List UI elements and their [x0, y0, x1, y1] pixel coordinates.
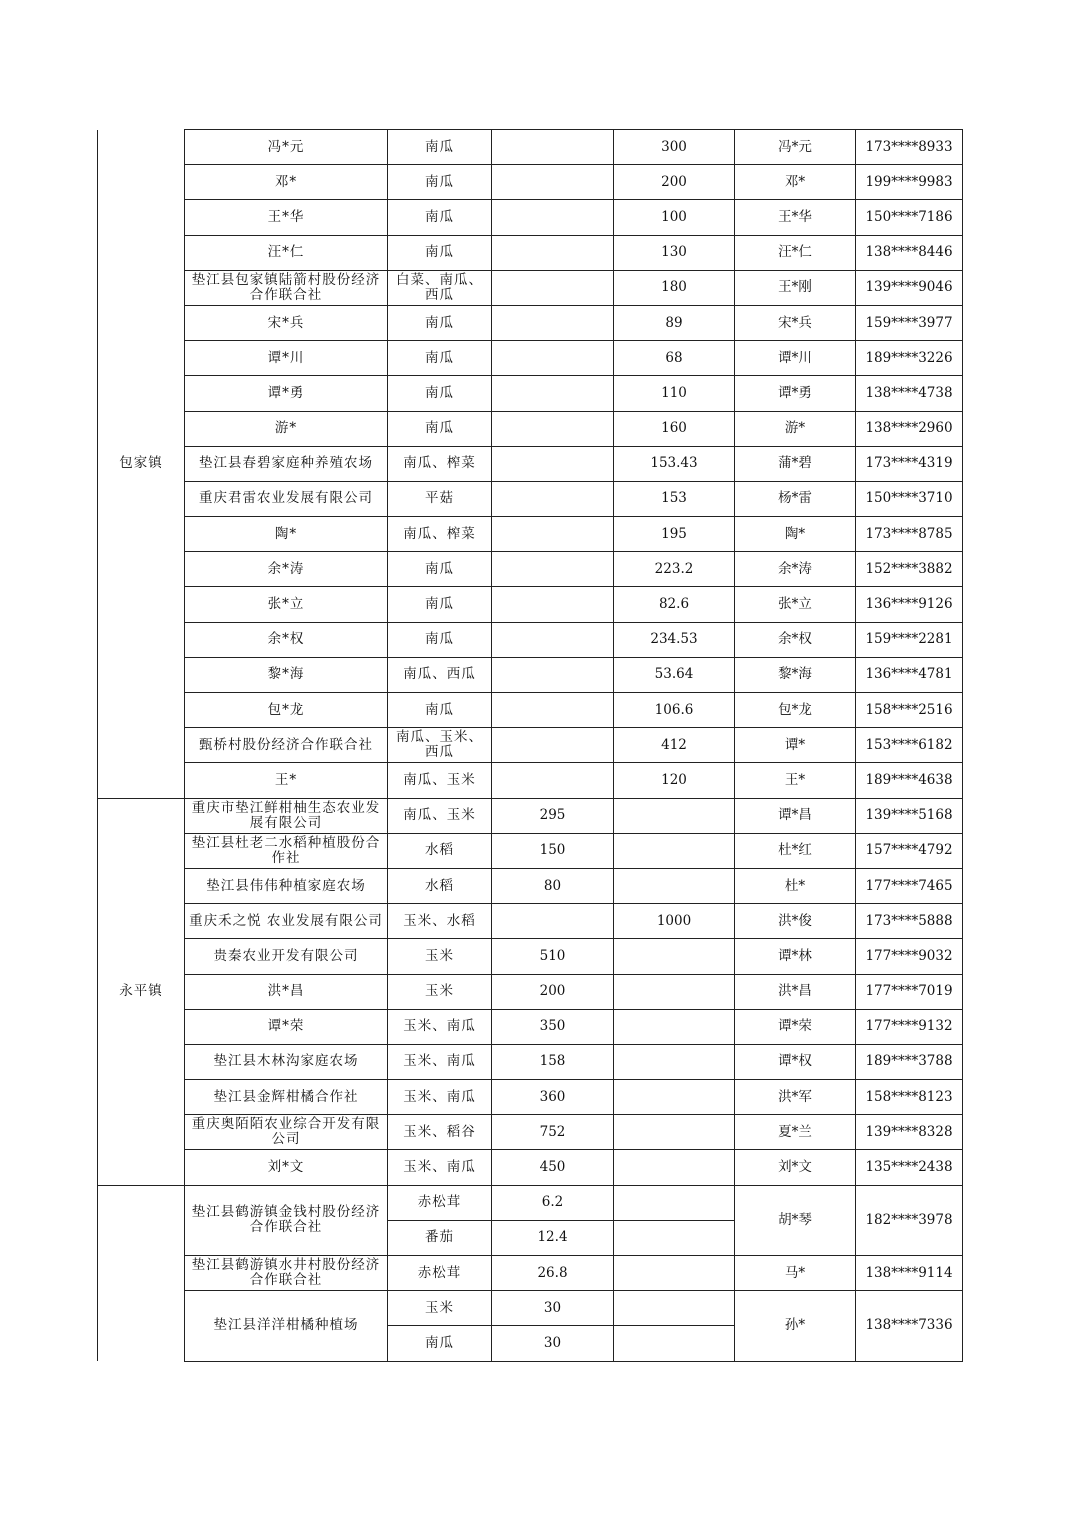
crop-cell: 南瓜 [388, 376, 492, 411]
contact-cell: 夏*兰 [735, 1115, 856, 1150]
table-row [98, 200, 963, 235]
table-row [98, 305, 963, 340]
phone-cell: 138****8446 [856, 235, 963, 270]
crop-cell: 南瓜 [388, 622, 492, 657]
table-row [98, 235, 963, 270]
value-cell: 180 [614, 270, 735, 305]
crop-cell: 南瓜 [388, 305, 492, 340]
crop-cell: 南瓜、榨菜 [388, 446, 492, 481]
phone-cell: 152****3882 [856, 552, 963, 587]
table-row [98, 693, 963, 728]
crop-cell: 玉米、稻谷 [388, 1115, 492, 1150]
table-row [98, 1185, 963, 1220]
value-cell: 200 [492, 974, 614, 1009]
crop-cell: 南瓜 [388, 130, 492, 165]
value-cell: 12.4 [492, 1220, 614, 1255]
value-cell: 89 [614, 305, 735, 340]
entity-name-cell: 洪*昌 [185, 974, 388, 1009]
contact-cell: 杜* [735, 868, 856, 903]
phone-cell: 189****3788 [856, 1044, 963, 1079]
entity-name-cell: 垫江县包家镇陆箭村股份经济合作联合社 [185, 270, 388, 305]
value-cell [492, 341, 614, 376]
phone-cell: 173****8785 [856, 517, 963, 552]
contact-cell: 谭*勇 [735, 376, 856, 411]
contact-cell: 杜*红 [735, 833, 856, 868]
phone-cell: 138****9114 [856, 1256, 963, 1291]
table-row [98, 728, 963, 763]
entity-name-cell: 甄桥村股份经济合作联合社 [185, 728, 388, 763]
value-cell [492, 130, 614, 165]
table-row [98, 1115, 963, 1150]
value-cell: 450 [492, 1150, 614, 1185]
phone-cell: 138****2960 [856, 411, 963, 446]
table-row [98, 798, 963, 833]
entity-name-cell: 垫江县春碧家庭种养殖农场 [185, 446, 388, 481]
entity-name-cell: 黎*海 [185, 657, 388, 692]
value-cell: 510 [492, 939, 614, 974]
value-cell [614, 1115, 735, 1150]
crop-cell: 南瓜、玉米、西瓜 [388, 728, 492, 763]
crop-cell: 南瓜、玉米 [388, 798, 492, 833]
phone-cell: 159****2281 [856, 622, 963, 657]
value-cell [492, 165, 614, 200]
crop-cell: 白菜、南瓜、西瓜 [388, 270, 492, 305]
value-cell: 153 [614, 481, 735, 516]
crop-cell: 玉米、水稻 [388, 904, 492, 939]
table-row [98, 833, 963, 868]
crop-cell: 南瓜 [388, 341, 492, 376]
phone-cell: 189****3226 [856, 341, 963, 376]
contact-cell: 马* [735, 1256, 856, 1291]
phone-cell: 177****7465 [856, 868, 963, 903]
crop-cell: 南瓜 [388, 1326, 492, 1361]
value-cell: 110 [614, 376, 735, 411]
entity-name-cell: 重庆禾之悦 农业发展有限公司 [185, 904, 388, 939]
table-row [98, 657, 963, 692]
value-cell: 153.43 [614, 446, 735, 481]
crop-cell: 平菇 [388, 481, 492, 516]
table-row [98, 587, 963, 622]
table-row [98, 165, 963, 200]
value-cell [614, 1220, 735, 1255]
phone-cell: 135****2438 [856, 1150, 963, 1185]
phone-cell: 136****4781 [856, 657, 963, 692]
phone-cell: 173****4319 [856, 446, 963, 481]
value-cell [614, 1009, 735, 1044]
value-cell [492, 200, 614, 235]
crop-cell: 南瓜 [388, 411, 492, 446]
table-row [98, 1080, 963, 1115]
crop-cell: 南瓜 [388, 235, 492, 270]
contact-cell: 王*刚 [735, 270, 856, 305]
value-cell: 120 [614, 763, 735, 798]
entity-name-cell: 余*权 [185, 622, 388, 657]
value-cell [492, 446, 614, 481]
phone-cell: 139****9046 [856, 270, 963, 305]
contact-cell: 谭*川 [735, 341, 856, 376]
phone-cell: 136****9126 [856, 587, 963, 622]
phone-cell: 177****9132 [856, 1009, 963, 1044]
entity-name-cell: 重庆奥陌陌农业综合开发有限公司 [185, 1115, 388, 1150]
table-row [98, 1256, 963, 1291]
contact-cell: 黎*海 [735, 657, 856, 692]
value-cell: 53.64 [614, 657, 735, 692]
table-row [98, 904, 963, 939]
table-row [98, 270, 963, 305]
entity-name-cell: 余*涛 [185, 552, 388, 587]
contact-cell: 蒲*碧 [735, 446, 856, 481]
data-table [97, 129, 963, 1362]
value-cell: 130 [614, 235, 735, 270]
contact-cell: 汪*仁 [735, 235, 856, 270]
entity-name-cell: 汪*仁 [185, 235, 388, 270]
crop-cell: 玉米、南瓜 [388, 1080, 492, 1115]
crop-cell: 南瓜、西瓜 [388, 657, 492, 692]
phone-cell: 150****7186 [856, 200, 963, 235]
entity-name-cell: 垫江县鹤游镇水井村股份经济合作联合社 [185, 1256, 388, 1291]
table-row [98, 622, 963, 657]
value-cell: 295 [492, 798, 614, 833]
entity-name-cell: 游* [185, 411, 388, 446]
contact-cell: 谭*林 [735, 939, 856, 974]
value-cell: 80 [492, 868, 614, 903]
table-row [98, 974, 963, 1009]
entity-name-cell: 垫江县伟伟种植家庭农场 [185, 868, 388, 903]
value-cell [492, 376, 614, 411]
phone-cell: 150****3710 [856, 481, 963, 516]
phone-cell: 158****2516 [856, 693, 963, 728]
entity-name-cell: 垫江县杜老二水稻种植股份合作社 [185, 833, 388, 868]
value-cell: 412 [614, 728, 735, 763]
contact-cell: 谭*昌 [735, 798, 856, 833]
value-cell: 106.6 [614, 693, 735, 728]
value-cell: 752 [492, 1115, 614, 1150]
contact-cell: 冯*元 [735, 130, 856, 165]
entity-name-cell: 刘*文 [185, 1150, 388, 1185]
contact-cell: 余*涛 [735, 552, 856, 587]
table-row [98, 1044, 963, 1079]
crop-cell: 赤松茸 [388, 1185, 492, 1220]
crop-cell: 玉米 [388, 974, 492, 1009]
crop-cell: 南瓜 [388, 552, 492, 587]
value-cell: 300 [614, 130, 735, 165]
contact-cell: 陶* [735, 517, 856, 552]
crop-cell: 水稻 [388, 868, 492, 903]
table-row [98, 130, 963, 165]
table-row [98, 411, 963, 446]
phone-cell: 139****5168 [856, 798, 963, 833]
crop-cell: 玉米 [388, 939, 492, 974]
crop-cell: 玉米、南瓜 [388, 1044, 492, 1079]
value-cell [492, 552, 614, 587]
value-cell [492, 622, 614, 657]
value-cell [492, 657, 614, 692]
phone-cell: 158****8123 [856, 1080, 963, 1115]
entity-name-cell: 冯*元 [185, 130, 388, 165]
value-cell: 150 [492, 833, 614, 868]
phone-cell: 138****7336 [856, 1291, 963, 1361]
crop-cell: 南瓜 [388, 200, 492, 235]
value-cell: 160 [614, 411, 735, 446]
value-cell [492, 270, 614, 305]
crop-cell: 南瓜 [388, 165, 492, 200]
value-cell [492, 763, 614, 798]
contact-cell: 王* [735, 763, 856, 798]
entity-name-cell: 包*龙 [185, 693, 388, 728]
value-cell: 82.6 [614, 587, 735, 622]
value-cell: 26.8 [492, 1256, 614, 1291]
town-cell: 包家镇 [98, 130, 185, 799]
entity-name-cell: 张*立 [185, 587, 388, 622]
contact-cell: 张*立 [735, 587, 856, 622]
value-cell: 350 [492, 1009, 614, 1044]
value-cell: 223.2 [614, 552, 735, 587]
value-cell: 1000 [614, 904, 735, 939]
contact-cell: 宋*兵 [735, 305, 856, 340]
entity-name-cell: 宋*兵 [185, 305, 388, 340]
crop-cell: 南瓜 [388, 587, 492, 622]
value-cell: 30 [492, 1326, 614, 1361]
table-row [98, 552, 963, 587]
contact-cell: 谭*荣 [735, 1009, 856, 1044]
phone-cell: 157****4792 [856, 833, 963, 868]
crop-cell: 玉米、南瓜 [388, 1009, 492, 1044]
value-cell [614, 1044, 735, 1079]
entity-name-cell: 重庆君雷农业发展有限公司 [185, 481, 388, 516]
crop-cell: 南瓜、榨菜 [388, 517, 492, 552]
entity-name-cell: 谭*川 [185, 341, 388, 376]
contact-cell: 游* [735, 411, 856, 446]
contact-cell: 孙* [735, 1291, 856, 1361]
value-cell: 68 [614, 341, 735, 376]
crop-cell: 玉米 [388, 1291, 492, 1326]
entity-name-cell: 垫江县洋洋柑橘种植场 [185, 1291, 388, 1361]
value-cell [492, 305, 614, 340]
value-cell [614, 1256, 735, 1291]
value-cell [492, 728, 614, 763]
contact-cell: 刘*文 [735, 1150, 856, 1185]
phone-cell: 199****9983 [856, 165, 963, 200]
value-cell: 158 [492, 1044, 614, 1079]
crop-cell: 南瓜、玉米 [388, 763, 492, 798]
phone-cell: 182****3978 [856, 1185, 963, 1255]
entity-name-cell: 重庆市垫江鲜柑柚生态农业发展有限公司 [185, 798, 388, 833]
table-row [98, 1009, 963, 1044]
town-cell: 永平镇 [98, 798, 185, 1185]
crop-cell: 番茄 [388, 1220, 492, 1255]
value-cell [614, 1291, 735, 1326]
value-cell [492, 693, 614, 728]
table-row [98, 763, 963, 798]
entity-name-cell: 陶* [185, 517, 388, 552]
table-row [98, 1291, 963, 1326]
phone-cell: 159****3977 [856, 305, 963, 340]
contact-cell: 谭* [735, 728, 856, 763]
contact-cell: 邓* [735, 165, 856, 200]
crop-cell: 水稻 [388, 833, 492, 868]
table-row [98, 517, 963, 552]
phone-cell: 173****5888 [856, 904, 963, 939]
table-row [98, 446, 963, 481]
entity-name-cell: 垫江县金辉柑橘合作社 [185, 1080, 388, 1115]
entity-name-cell: 垫江县鹤游镇金钱村股份经济合作联合社 [185, 1185, 388, 1255]
contact-cell: 洪*昌 [735, 974, 856, 1009]
phone-cell: 138****4738 [856, 376, 963, 411]
value-cell [492, 411, 614, 446]
town-cell [98, 1185, 185, 1361]
phone-cell: 139****8328 [856, 1115, 963, 1150]
value-cell [492, 235, 614, 270]
value-cell [614, 868, 735, 903]
contact-cell: 余*权 [735, 622, 856, 657]
contact-cell: 谭*权 [735, 1044, 856, 1079]
entity-name-cell: 谭*勇 [185, 376, 388, 411]
phone-cell: 177****9032 [856, 939, 963, 974]
value-cell [614, 798, 735, 833]
value-cell: 30 [492, 1291, 614, 1326]
crop-cell: 赤松茸 [388, 1256, 492, 1291]
value-cell: 360 [492, 1080, 614, 1115]
entity-name-cell: 王* [185, 763, 388, 798]
crop-cell: 玉米、南瓜 [388, 1150, 492, 1185]
contact-cell: 包*龙 [735, 693, 856, 728]
value-cell [492, 517, 614, 552]
table-row [98, 939, 963, 974]
entity-name-cell: 垫江县木林沟家庭农场 [185, 1044, 388, 1079]
entity-name-cell: 王*华 [185, 200, 388, 235]
phone-cell: 177****7019 [856, 974, 963, 1009]
contact-cell: 王*华 [735, 200, 856, 235]
value-cell [614, 1326, 735, 1361]
value-cell: 100 [614, 200, 735, 235]
value-cell [614, 833, 735, 868]
entity-name-cell: 贵秦农业开发有限公司 [185, 939, 388, 974]
value-cell [614, 939, 735, 974]
phone-cell: 189****4638 [856, 763, 963, 798]
value-cell [614, 974, 735, 1009]
value-cell: 195 [614, 517, 735, 552]
entity-name-cell: 谭*荣 [185, 1009, 388, 1044]
entity-name-cell: 邓* [185, 165, 388, 200]
table-row [98, 376, 963, 411]
phone-cell: 153****6182 [856, 728, 963, 763]
table-row [98, 1150, 963, 1185]
value-cell: 200 [614, 165, 735, 200]
table-row [98, 868, 963, 903]
phone-cell: 173****8933 [856, 130, 963, 165]
value-cell [492, 904, 614, 939]
contact-cell: 杨*雷 [735, 481, 856, 516]
contact-cell: 洪*俊 [735, 904, 856, 939]
value-cell [614, 1080, 735, 1115]
value-cell [492, 481, 614, 516]
table-row [98, 341, 963, 376]
crop-cell: 南瓜 [388, 693, 492, 728]
contact-cell: 洪*军 [735, 1080, 856, 1115]
contact-cell: 胡*琴 [735, 1185, 856, 1255]
value-cell [492, 587, 614, 622]
value-cell [614, 1150, 735, 1185]
table-body [98, 130, 963, 1362]
value-cell: 6.2 [492, 1185, 614, 1220]
value-cell [614, 1185, 735, 1220]
table-row [98, 481, 963, 516]
value-cell: 234.53 [614, 622, 735, 657]
